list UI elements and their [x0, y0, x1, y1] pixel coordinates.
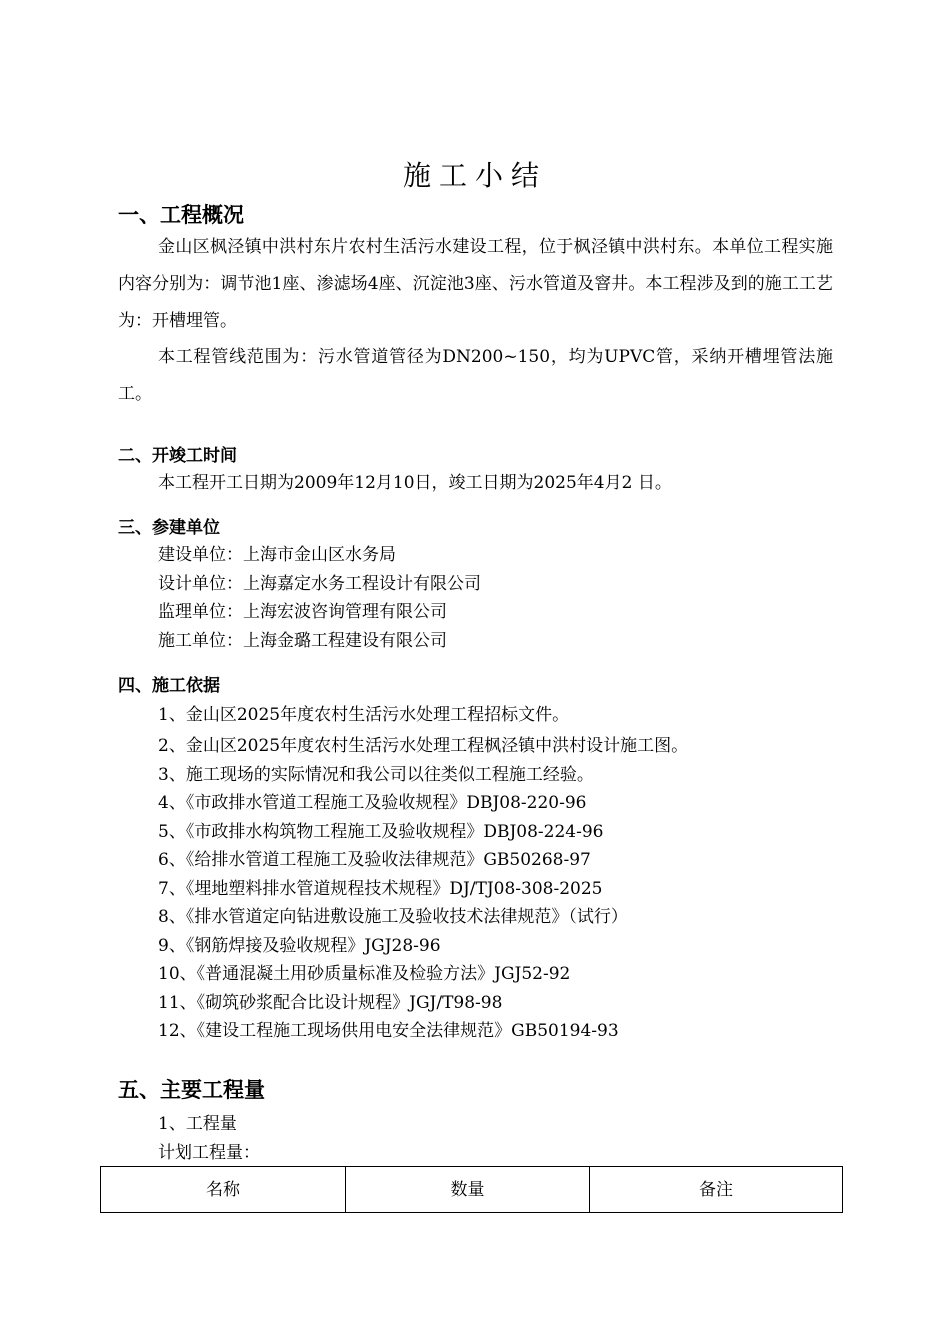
participant-unit: 设计单位：上海嘉定水务工程设计有限公司	[158, 574, 481, 594]
basis-item: 10、《普通混凝土用砂质量标准及检验方法》JGJ52-92	[158, 964, 571, 984]
overview-paragraph-1: 金山区枫泾镇中洪村东片农村生活污水建设工程，位于枫泾镇中洪村东。本单位工程实施内容分别为：调节池1座、渗滤场4座、沉淀池3座、污水管道及窨井。本工程涉及到的施工工艺为：开槽埋管。	[118, 237, 833, 331]
section-heading-participants: 三、参建单位	[118, 518, 220, 538]
section-heading-schedule: 二、开竣工时间	[118, 446, 237, 466]
section-heading-quantities: 五、主要工程量	[118, 1078, 265, 1102]
overview-paragraph-2: 本工程管线范围为：污水管道管径为DN200~150，均为UPVC管，采纳开槽埋管法施工。	[118, 347, 833, 404]
basis-item: 8、《排水管道定向钻进敷设施工及验收技术法律规范》（试行）	[158, 907, 628, 927]
basis-item: 5、《市政排水构筑物工程施工及验收规程》DBJ08-224-96	[158, 822, 604, 842]
section-heading-overview: 一、工程概况	[118, 203, 244, 227]
page-title: 施工小结	[402, 159, 547, 192]
participant-unit: 监理单位：上海宏波咨询管理有限公司	[158, 602, 447, 622]
quantities-table	[100, 1166, 843, 1213]
planned-quantities-label: 计划工程量：	[158, 1143, 260, 1163]
basis-item: 12、《建设工程施工现场供用电安全法律规范》GB50194-93	[158, 1021, 619, 1041]
basis-item: 6、《给排水管道工程施工及验收法律规范》GB50268-97	[158, 850, 591, 870]
basis-item: 1、金山区2025年度农村生活污水处理工程招标文件。	[158, 705, 570, 725]
basis-item: 3、施工现场的实际情况和我公司以往类似工程施工经验。	[158, 765, 594, 785]
basis-item: 9、《钢筋焊接及验收规程》JGJ28-96	[158, 936, 441, 956]
basis-item: 7、《埋地塑料排水管道规程技术规程》DJ/TJ08-308-2025	[158, 879, 603, 899]
schedule-text: 本工程开工日期为2009年12月10日，竣工日期为2025年4月2 日。	[158, 473, 672, 493]
basis-item: 11、《砌筑砂浆配合比设计规程》JGJ/T98-98	[158, 993, 503, 1013]
participant-unit: 施工单位：上海金璐工程建设有限公司	[158, 631, 447, 651]
table-header-row	[101, 1167, 843, 1213]
basis-item: 4、《市政排水管道工程施工及验收规程》DBJ08-220-96	[158, 793, 587, 813]
quantities-subheading: 1、工程量	[158, 1114, 237, 1134]
basis-item: 2、金山区2025年度农村生活污水处理工程枫泾镇中洪村设计施工图。	[158, 736, 689, 756]
table-header-cell: 数量	[346, 1167, 590, 1213]
table-header-cell: 名称	[101, 1167, 346, 1213]
section-heading-basis: 四、施工依据	[118, 676, 220, 696]
table-header-cell: 备注	[590, 1167, 843, 1213]
participant-unit: 建设单位：上海市金山区水务局	[158, 545, 396, 565]
